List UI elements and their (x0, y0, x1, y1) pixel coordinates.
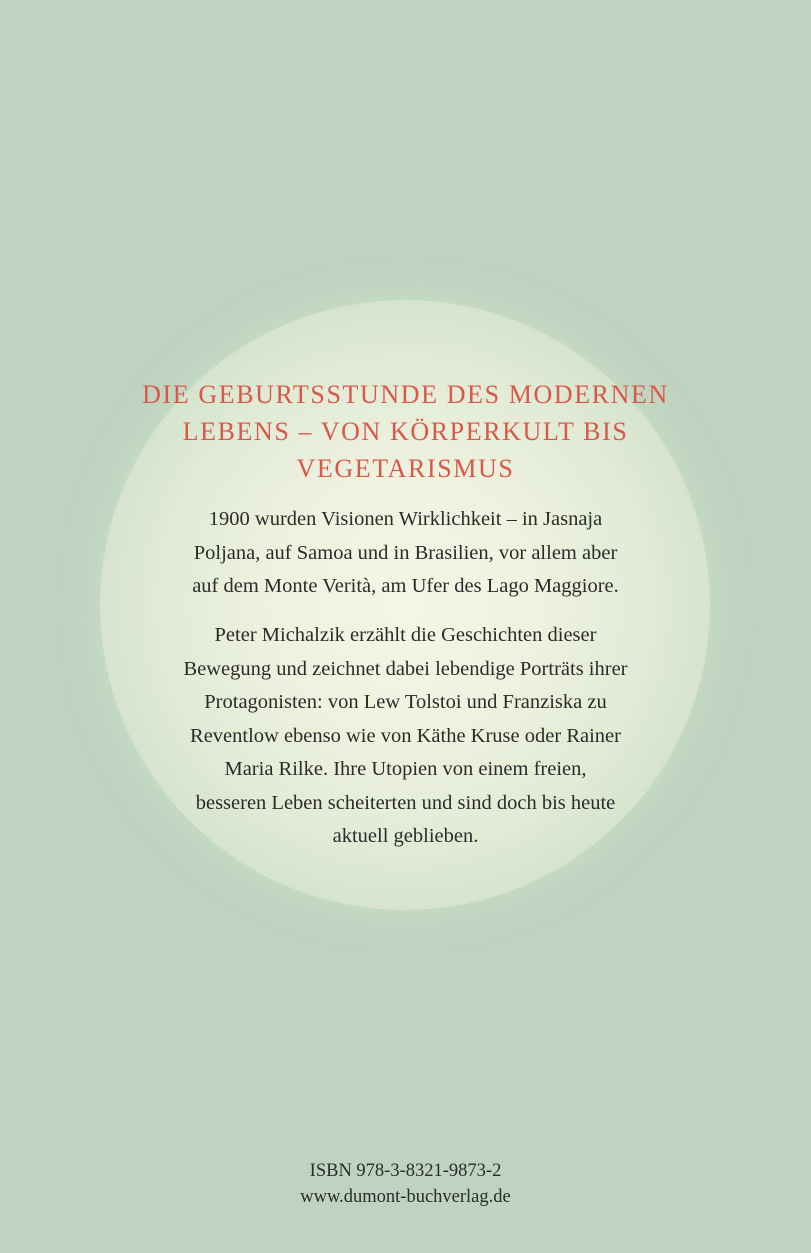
headline-line: VEGETARISMUS (296, 454, 515, 483)
headline (60, 376, 751, 487)
headline-line: DIE GEBURTSSTUNDE DES MODERNEN (142, 380, 669, 409)
paragraph-line: aktuell geblieben. (332, 825, 479, 847)
headline-line: LEBENS – VON KÖRPERKULT BIS (182, 417, 629, 446)
blurb-paragraph-2 (100, 619, 711, 854)
paragraph-line: Reventlow ebenso wie von Käthe Kruse oder Rainer (190, 724, 621, 747)
paragraph-line: Bewegung und zeichnet dabei lebendige Porträts ihrer (183, 657, 628, 680)
blurb-paragraph-1 (100, 503, 711, 604)
isbn: ISBN 978-3-8321-9873-2 (309, 1161, 502, 1181)
paragraph-line: 1900 wurden Visionen Wirklichkeit – in Jasnaja (208, 508, 603, 530)
paragraph-line: besseren Leben scheiterten und sind doch bis heute (195, 791, 616, 814)
publisher-website: www.dumont-buchverlag.de (300, 1187, 511, 1207)
paragraph-line: auf dem Monte Verità, am Ufer des Lago Maggiore. (192, 575, 619, 597)
paragraph-line: Maria Rilke. Ihre Utopien von einem freien, (224, 758, 587, 780)
paragraph-line: Poljana, auf Samoa und in Brasilien, vor allem aber (193, 541, 618, 564)
paragraph-line: Peter Michalzik erzählt die Geschichten dieser (214, 624, 597, 646)
paragraph-line: Protagonisten: von Lew Tolstoi und Franziska zu (204, 691, 607, 713)
imprint (200, 1158, 611, 1210)
